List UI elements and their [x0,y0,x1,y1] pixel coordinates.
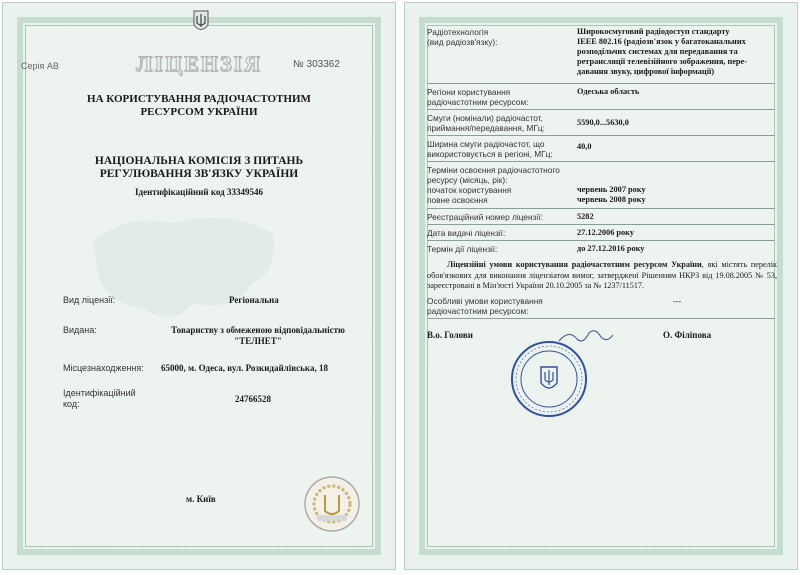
issued-to-line: Товариству з обмеженою відповідальністю [171,325,345,335]
date-value: 27.12.2006 року [577,228,634,237]
terms-label-line: Терміни освоєння радіочастотного [427,165,560,175]
reg-label: Реєстраційний номер ліцензії: [427,212,543,222]
validity-value: до 27.12.2016 року [577,244,645,253]
tech-value [577,27,777,77]
start-value: червень 2007 року [577,185,646,194]
tech-label [427,27,577,47]
divider [427,83,775,84]
date-label: Дата видачі ліцензії: [427,228,506,238]
subtitle-line: НА КОРИСТУВАННЯ РАДІОЧАСТОТНИМ [87,93,311,105]
trident-emblem-icon [192,9,210,35]
issued-to-value [153,325,363,347]
subtitle [33,93,365,119]
tech-label-line: (вид радіозв'язку): [427,37,498,47]
ukraine-map-watermark [83,203,283,333]
subtitle-line: РЕСУРСОМ УКРАЇНИ [140,106,258,118]
id-code-label-line: Ідентифікаційний [63,388,136,398]
location-value: 65000, м. Одеса, вул. Розкидайлівська, 18 [161,363,328,373]
tech-label-line: Радіотехнологія [427,27,489,37]
terms-label-line: ресурсу (місяць, рік): [427,175,508,185]
special-label-line: Особливі умови користування [427,296,543,306]
bands-label [427,113,577,133]
id-code-label-line: код: [63,399,80,409]
full-value: червень 2008 року [577,195,646,204]
regions-label [427,87,577,107]
issuer-id: Ідентифікаційний код 33349546 [135,187,263,197]
bands-label-line: Смуги (номінали) радіочастот, [427,113,543,123]
divider [427,240,775,241]
signer-title: В.о. Голови [427,330,473,340]
special-label-line: радіочастотним ресурсом: [427,306,529,316]
start-label: початок користування [427,185,512,195]
regions-label-line: радіочастотним ресурсом: [427,97,529,107]
location-label: Місцезнаходження: [63,363,144,373]
regions-value: Одеська область [577,87,640,96]
id-code-value: 24766528 [235,394,271,404]
terms-label [427,165,577,205]
id-code-label [63,388,136,410]
divider [427,318,775,319]
official-stamp-icon [509,339,589,419]
tech-value-line: Широкосмуговий радіодоступ стандарту [577,27,730,36]
conditions-text: , які містять перелік обов'язкових для виконання ліцензіатом вимог, затверджені Рішенням НКРЗ від 19.08.2005 № 53, зареєстровані в Мін'юсті України 20.10.2005 за № 1237/11517. [427,260,777,290]
signer-name: О. Філіпова [663,330,712,340]
hologram-seal-icon [303,475,361,533]
license-front-page [2,2,396,570]
divider [427,135,775,136]
width-label-line: Ширина смуги радіочастот, що [427,139,545,149]
license-title: ЛІЦЕНЗІЯ [136,51,262,76]
tech-value-line: IEEE 802.16 (радіозв'язок у багатоканальних [577,37,746,46]
license-type-value: Регіональна [229,295,279,305]
bands-value: 5590,0...5630,0 [577,118,629,127]
tech-value-line: розподільчих системах для передавання та [577,47,738,56]
conditions-bold: Ліцензійні умови користування радіочастотним ресурсом України [447,260,702,269]
reg-value: 5282 [577,212,594,221]
issuer-line: НАЦІОНАЛЬНА КОМІСІЯ З ПИТАНЬ [94,155,304,167]
tech-value-line: давання звуку, цифрової інформації) [577,67,715,76]
license-number: № 303362 [293,59,340,70]
license-conditions [427,260,777,292]
license-type-label: Вид ліцензії: [63,295,116,305]
divider [427,109,775,110]
validity-label: Термін дії ліцензії: [427,244,498,254]
special-label [427,296,577,316]
issuer-line: РЕГУЛЮВАННЯ ЗВ'ЯЗКУ УКРАЇНИ [99,168,299,180]
tech-value-line: ретрансляції телевізійного зображення, пере- [577,57,747,66]
width-label [427,139,577,159]
width-value: 40,0 [577,142,592,151]
divider [427,224,775,225]
regions-label-line: Регіони користування [427,87,511,97]
bands-label-line: приймання/передавання, МГц: [427,123,545,133]
series-label: Серія АВ [21,61,59,71]
divider [427,161,775,162]
license-back-page [404,2,798,570]
issued-to-line: "ТЕЛНЕТ" [234,336,282,346]
city: м. Київ [186,494,216,504]
width-label-line: використовується в регіоні, МГц: [427,149,553,159]
special-value: --- [673,297,682,306]
full-label: повне освоєння [427,195,488,205]
issued-to-label: Видана: [63,325,97,335]
issuer-name [33,155,365,181]
divider [427,208,775,209]
